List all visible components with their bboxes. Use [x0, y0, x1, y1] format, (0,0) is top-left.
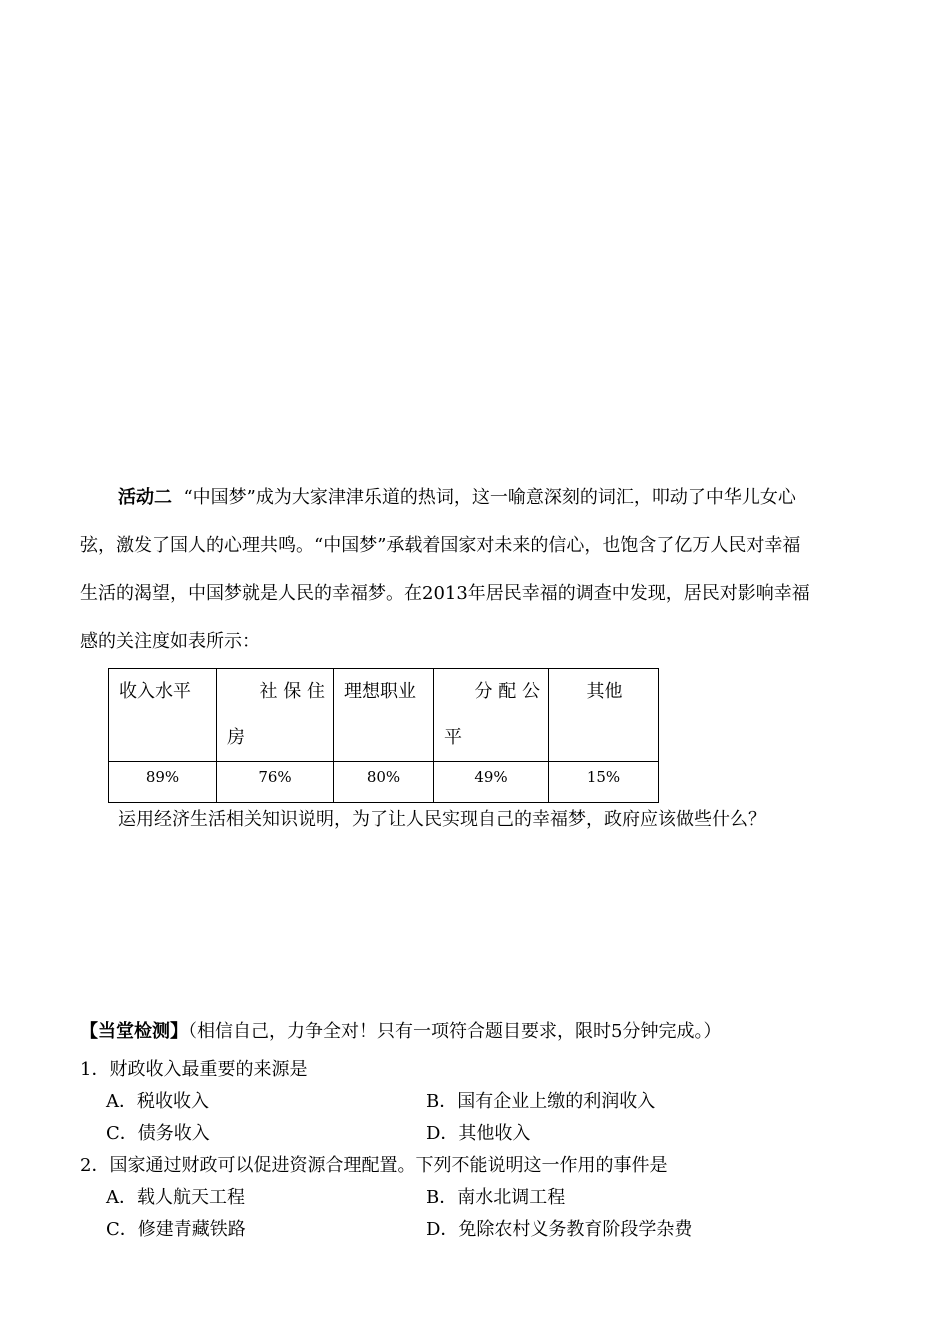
activity2-line-1	[80, 474, 872, 522]
value-cell-other: 15%	[549, 762, 659, 803]
activity2-line-2: 弦，激发了国人的心理共鸣。“中国梦”承载着国家对未来的信心，也饱含了亿万人民对幸福	[80, 535, 801, 556]
header-text: 其他	[586, 681, 623, 702]
question-1-option-a: A．税收收入	[106, 1091, 209, 1112]
header-text: 收入水平	[119, 681, 191, 702]
question-2-option-a: A．载人航天工程	[106, 1187, 245, 1208]
question-1-option-d: D．其他收入	[426, 1123, 531, 1144]
value-cell-ideal-job: 80%	[334, 762, 434, 803]
survey-value-row	[109, 762, 659, 803]
activity2-line-3: 生活的渴望，中国梦就是人民的幸福梦。在2013年居民幸福的调查中发现，居民对影响幸福	[80, 583, 810, 604]
header-cell-other	[549, 669, 659, 762]
header-cell-ideal-job	[334, 669, 434, 762]
header-cell-social-security-housing	[217, 669, 334, 762]
value-cell-fair-distribution: 49%	[434, 762, 549, 803]
header-text: 房	[227, 727, 245, 748]
question-2-option-b: B．南水北调工程	[426, 1187, 566, 1208]
check-title: 【当堂检测】	[80, 1021, 188, 1042]
activity2-heading: 活动二	[118, 487, 172, 508]
activity2-paragraph	[80, 474, 872, 666]
header-cell-fair-distribution	[434, 669, 549, 762]
header-text: 分 配 公	[474, 681, 540, 702]
question-2-option-d: D．免除农村义务教育阶段学杂费	[426, 1219, 693, 1240]
header-text: 平	[444, 727, 462, 748]
value-cell-social-security-housing: 76%	[217, 762, 334, 803]
question-2-stem: 2．国家通过财政可以促进资源合理配置。下列不能说明这一作用的事件是	[80, 1155, 668, 1176]
survey-header-row	[109, 669, 659, 762]
header-text: 社 保 住	[259, 681, 325, 702]
activity2-line-4: 感的关注度如表所示：	[80, 631, 260, 652]
value-cell-income: 89%	[109, 762, 217, 803]
check-section-header	[80, 1014, 721, 1050]
activity2-question: 运用经济生活相关知识说明，为了让人民实现自己的幸福梦，政府应该做些什么？	[118, 809, 766, 830]
question-1-stem: 1．财政收入最重要的来源是	[80, 1059, 308, 1080]
header-cell-income	[109, 669, 217, 762]
question-2-option-c: C．修建青藏铁路	[106, 1219, 246, 1240]
header-text: 理想职业	[344, 681, 416, 702]
question-1-option-b: B．国有企业上缴的利润收入	[426, 1091, 656, 1112]
check-instruction: （相信自己，力争全对！只有一项符合题目要求，限时5分钟完成。）	[188, 1021, 722, 1042]
question-1-option-c: C．债务收入	[106, 1123, 210, 1144]
activity2-line-1-text: “中国梦”成为大家津津乐道的热词，这一喻意深刻的词汇，叩动了中华儿女心	[183, 487, 796, 508]
survey-table	[108, 668, 659, 803]
